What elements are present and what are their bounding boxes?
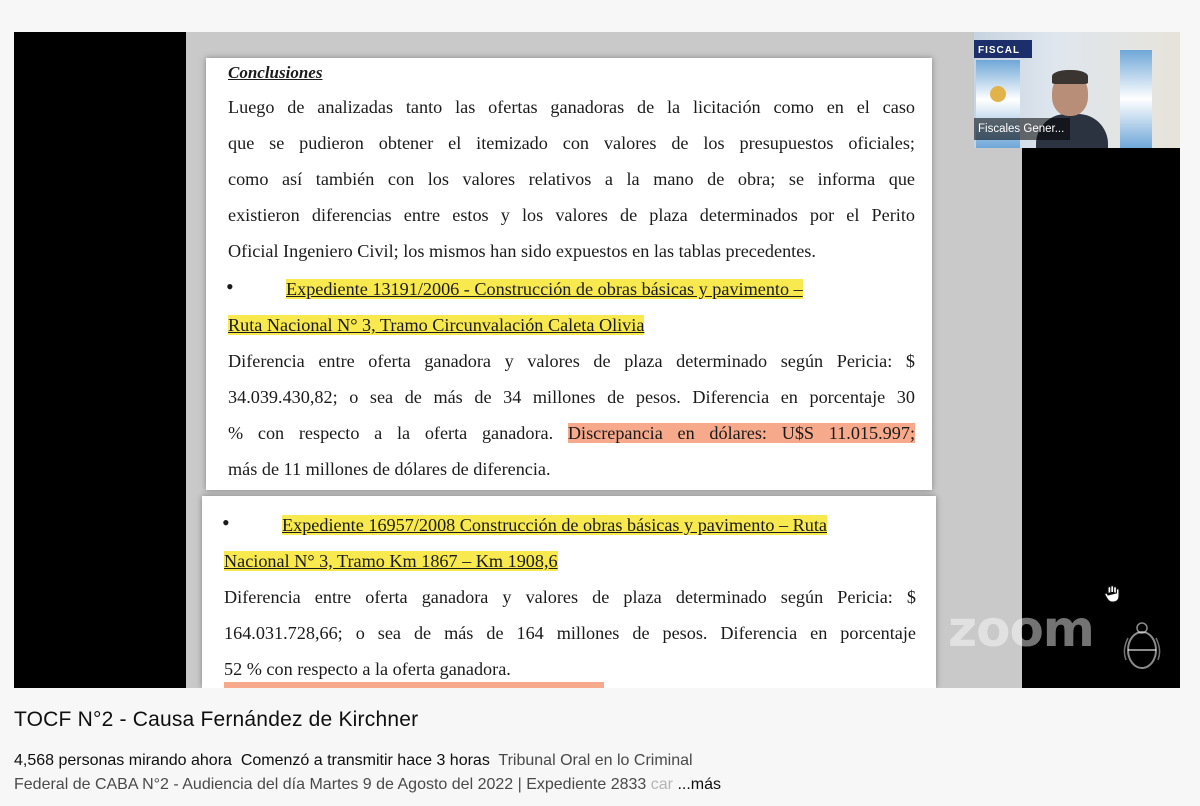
bullet: • (222, 510, 230, 535)
sun-emblem-icon (990, 86, 1006, 102)
item2-title-a (282, 514, 827, 536)
paragraph-line: Luego de analizadas tanto las ofertas ganadoras de la licitación como en el caso (228, 97, 915, 117)
item1-discrepancy: Discrepancia en dólares: U$S 11.015.997; (567, 423, 915, 443)
item1-line-3 (228, 422, 915, 444)
document-page-2 (202, 496, 936, 688)
fiscal-sign-text: FISCAL (978, 45, 1021, 56)
video-player[interactable] (14, 32, 1180, 688)
participant-hair (1052, 70, 1088, 84)
item2-title-b-text: Nacional N° 3, Tramo Km 1867 – Km 1908,6 (224, 551, 558, 571)
item2-title-b (224, 550, 558, 572)
document-page-1 (206, 58, 932, 490)
item1-line: 34.039.430,82; o sea de más de 34 millones de pesos. Diferencia en porcentaje 30 (228, 387, 915, 407)
coat-of-arms-icon (1120, 620, 1164, 680)
item2-title-a-text: Expediente 16957/2008 Construcción de obras básicas y pavimento – Ruta (282, 515, 828, 535)
viewer-count: 4,568 personas mirando ahora (14, 752, 232, 769)
item1-title-b (228, 314, 644, 336)
fiscal-sign (974, 40, 1032, 58)
item1-title-a-text: Expediente 13191/2006 - Construcción de obras básicas y pavimento – (286, 279, 803, 299)
item1-title-a (286, 278, 803, 300)
flag (1120, 50, 1152, 148)
shared-screen (186, 32, 1022, 688)
paragraph-line: existieron diferencias entre estos y los valores de plaza determinados por el Perito (228, 205, 915, 225)
document-heading: Conclusiones (228, 63, 323, 82)
description-faded: car (650, 776, 673, 793)
bullet: • (226, 274, 234, 299)
paragraph-line: que se pudieron obtener el itemizado con valores de los presupuestos oficiales; (228, 133, 915, 153)
item1-line: más de 11 millones de dólares de diferencia. (228, 459, 551, 479)
paragraph-line: Oficial Ingeniero Civil; los mismos han sido expuestos en las tablas precedentes. (228, 241, 816, 261)
paragraph-line: como así también con los valores relativos a la mano de obra; se informa que (228, 169, 915, 189)
show-more-link[interactable]: ...más (677, 776, 722, 793)
description-text: Federal de CABA N°2 - Audiencia del día Martes 9 de Agosto del 2022 | Expediente 2833 (14, 776, 647, 793)
stream-start: Comenzó a transmitir hace 3 horas (240, 752, 490, 769)
item2-line: 164.031.728,66; o sea de más de 164 millones de pesos. Diferencia en porcentaje (224, 623, 916, 643)
highlight-strip (224, 682, 604, 688)
participant-video-thumbnail[interactable] (974, 32, 1180, 148)
item2-line: Diferencia entre oferta ganadora y valores de plaza determinado según Pericia: $ (224, 587, 916, 607)
description-text: Tribunal Oral en lo Criminal (498, 752, 693, 769)
participant-name: Fiscales Gener... (974, 118, 1070, 140)
item1-line-3a: % con respecto a la oferta ganadora. (228, 423, 554, 443)
item1-title-b-text: Ruta Nacional N° 3, Tramo Circunvalación Caleta Olivia (228, 315, 645, 335)
video-description[interactable] (14, 749, 774, 797)
hand-cursor-icon (1102, 584, 1122, 604)
zoom-logo: zoom (948, 600, 1094, 658)
item2-line: 52 % con respecto a la oferta ganadora. (224, 659, 511, 679)
item1-line: Diferencia entre oferta ganadora y valores de plaza determinado según Pericia: $ (228, 351, 915, 371)
video-title: TOCF N°2 - Causa Fernández de Kirchner (14, 708, 419, 731)
